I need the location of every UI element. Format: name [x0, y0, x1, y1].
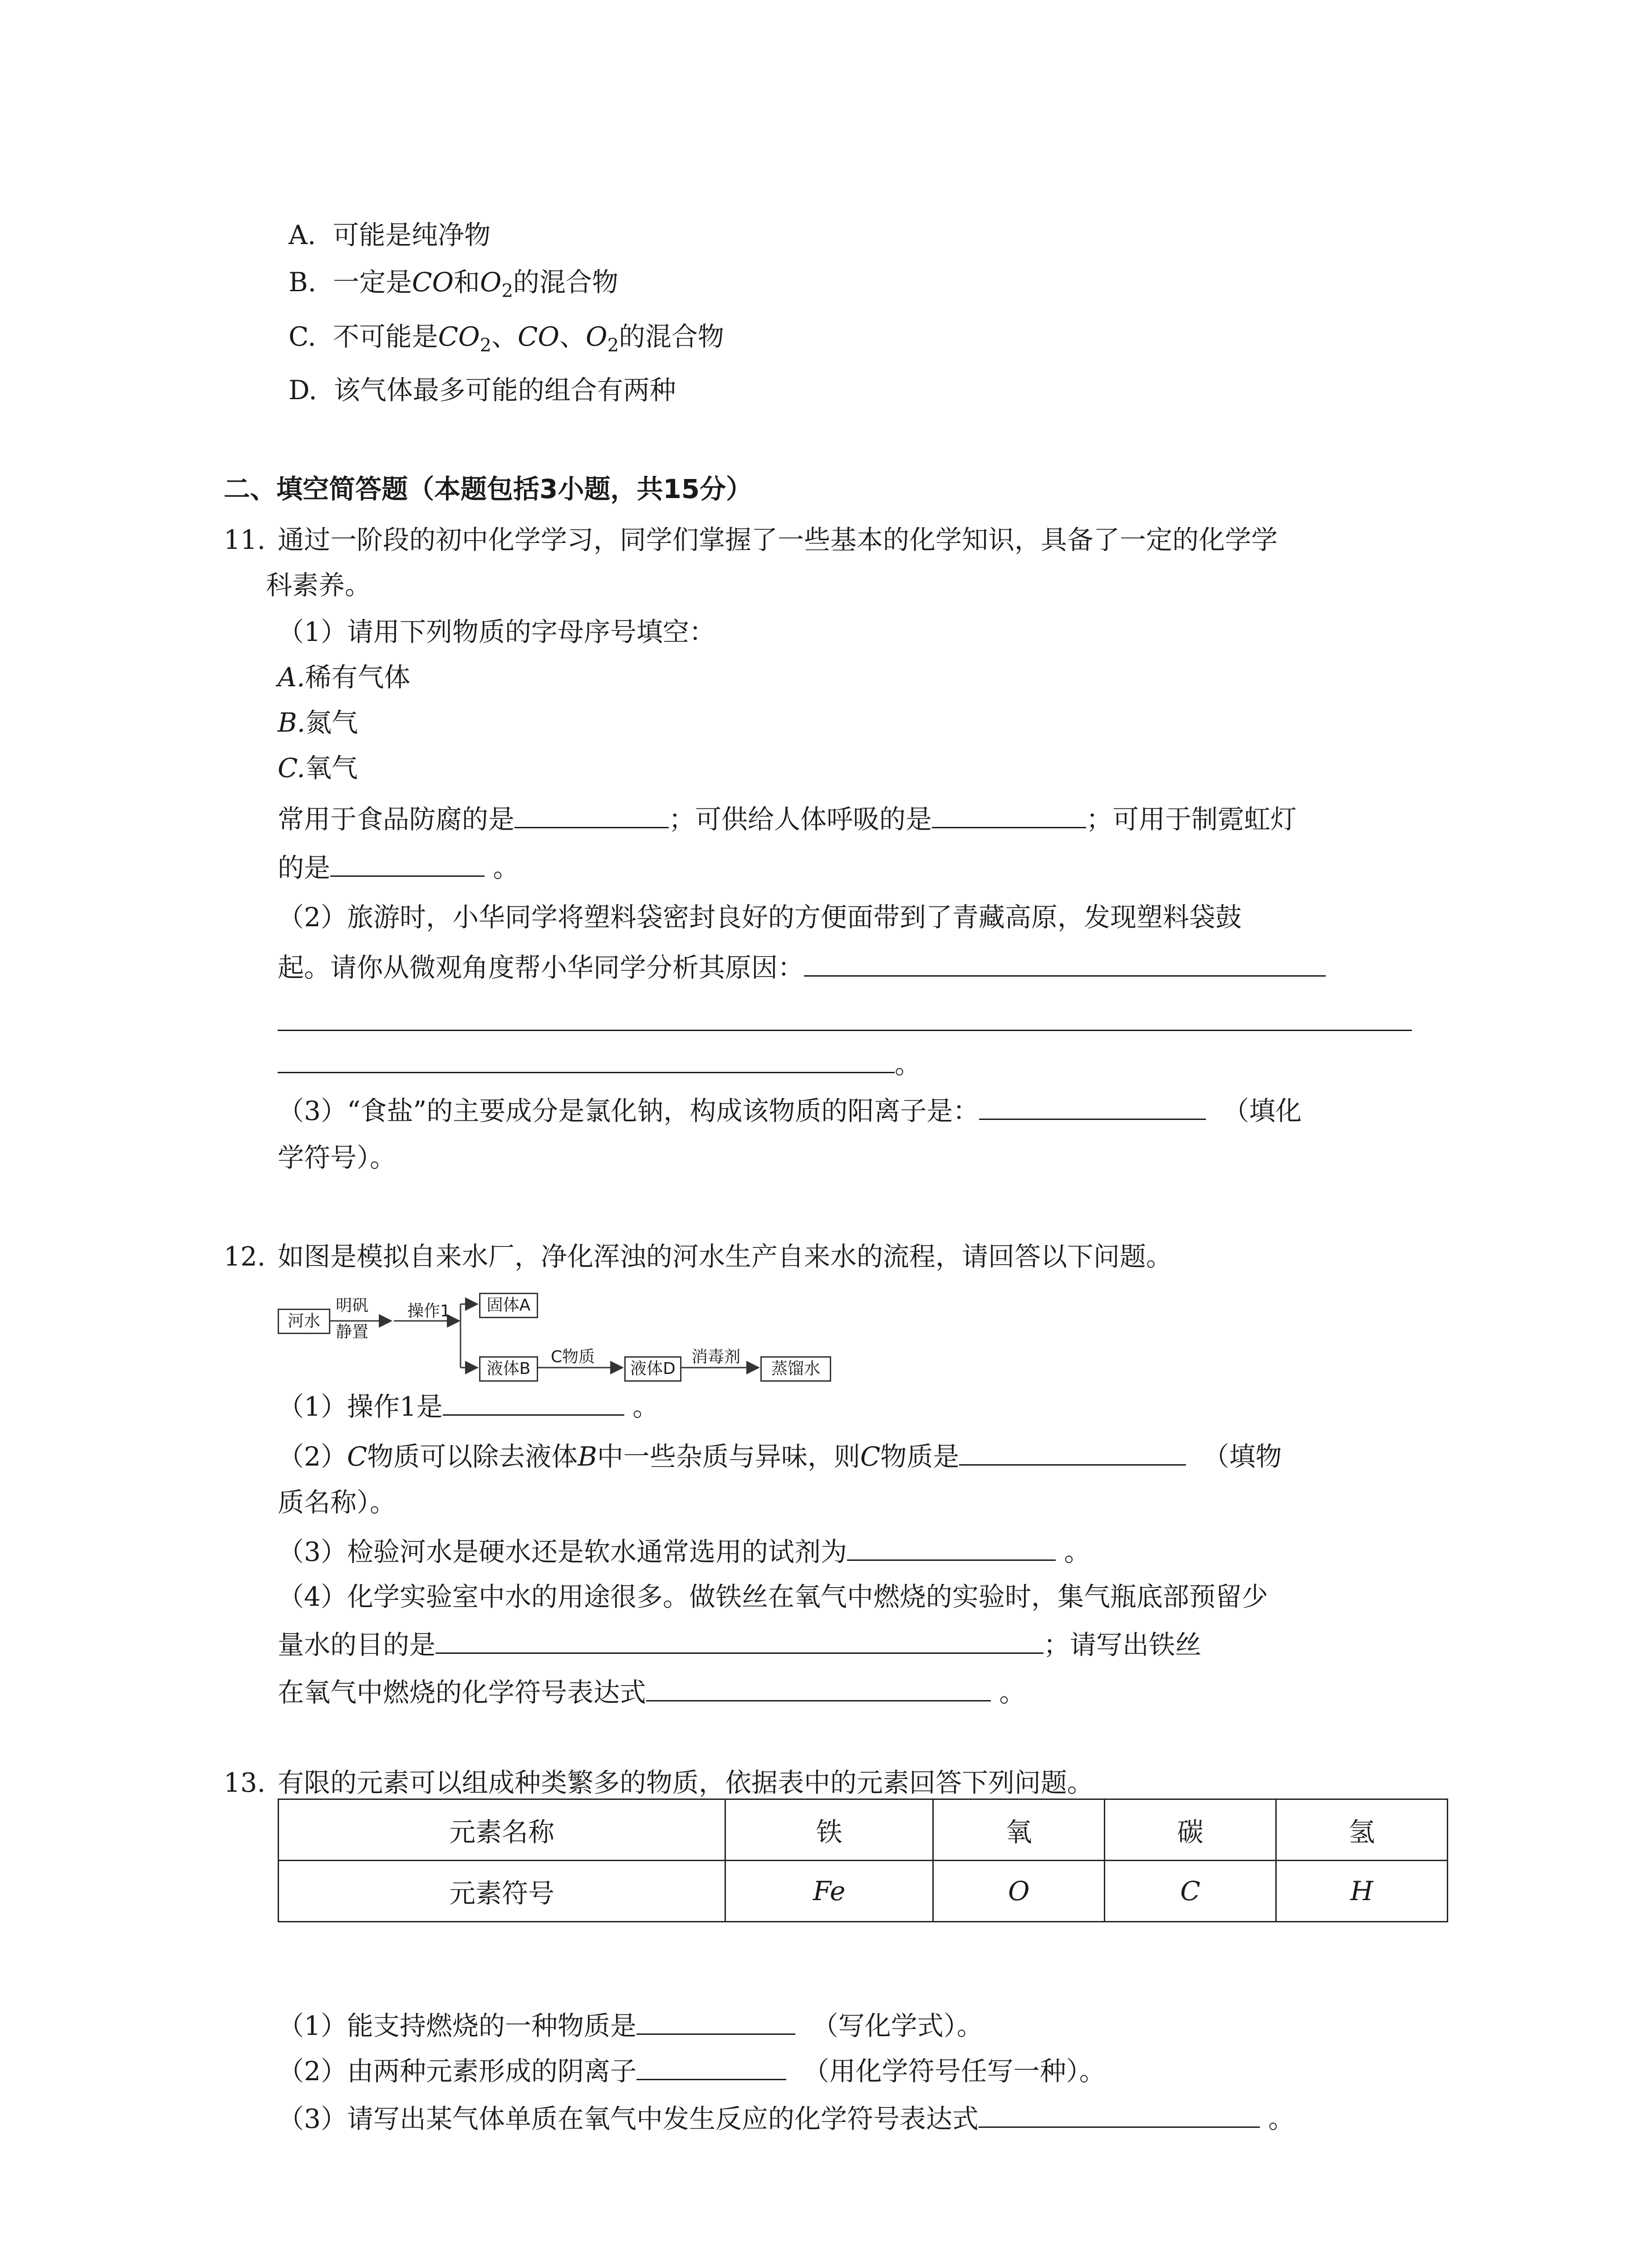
q13-part3-end: 。 — [1268, 2103, 1295, 2134]
table-row — [279, 1799, 1448, 1861]
option-c-text: 不可能是 — [333, 321, 438, 352]
option-b — [289, 264, 618, 309]
flow-box-river: 河水 — [278, 1309, 330, 1334]
process-flow-diagram — [278, 1295, 845, 1377]
q11-part2-text: 起。请你从微观角度帮小华同学分析其原因： — [278, 952, 804, 983]
table-row — [279, 1861, 1448, 1922]
q11-option-c-letter: C. — [278, 753, 305, 783]
q11-fill-text-c: ；可用于制霓虹灯 — [1086, 804, 1297, 835]
answer-blank[interactable] — [804, 949, 1326, 977]
q11-stem-line2: 科素养。 — [266, 570, 372, 601]
q12-part3-end: 。 — [1064, 1536, 1091, 1567]
q12-part4-line1: （4）化学实验室中水的用途很多。做铁丝在氧气中燃烧的实验时，集气瓶底部预留少 — [278, 1581, 1268, 1612]
flow-label-op1: 操作1 — [407, 1302, 451, 1320]
flow-label-disinfectant: 消毒剂 — [691, 1348, 741, 1366]
answer-blank[interactable] — [637, 2007, 795, 2035]
q13-part2 — [278, 2053, 1106, 2089]
q12-part4-line2 — [278, 1626, 1201, 1663]
q13-part1-text: （1）能支持燃烧的一种物质是 — [278, 2010, 637, 2041]
q11-stem-line1: 通过一阶段的初中化学学习，同学们掌握了一些基本的化学知识，具备了一定的化学学 — [278, 524, 1278, 555]
q11-fill-text-b: ；可供给人体呼吸的是 — [669, 804, 932, 835]
table-cell: 氧 — [933, 1799, 1105, 1861]
q11-option-b-text: 氮气 — [305, 707, 358, 738]
answer-blank[interactable] — [330, 849, 485, 877]
q11-part2-line1: （2）旅游时，小华同学将塑料袋密封良好的方便面带到了青藏高原，发现塑料袋鼓 — [278, 902, 1242, 933]
q11-fill-line2 — [278, 849, 519, 886]
formula-o2: O — [586, 321, 607, 352]
formula-subscript: 2 — [607, 335, 619, 356]
table-cell: Fe — [725, 1861, 933, 1922]
section-heading: 二、填空简答题（本题包括3小题，共15分） — [224, 474, 753, 504]
option-a — [289, 217, 490, 253]
answer-line[interactable] — [278, 1030, 1412, 1031]
answer-blank[interactable] — [436, 1626, 1043, 1654]
q13-stem: 有限的元素可以组成种类繁多的物质，依据表中的元素回答下列问题。 — [278, 1767, 1094, 1798]
q12-part4-end: 。 — [999, 1677, 1026, 1708]
table-cell: O — [933, 1861, 1105, 1922]
q11-option-a — [278, 659, 410, 695]
q12-part1-text: （1）操作1是 — [278, 1391, 443, 1422]
q12-part2-prefix: （2） — [278, 1441, 347, 1472]
q12-part2-mid2: 中一些杂质与异味，则 — [597, 1441, 860, 1472]
flow-box-distilled-water: 蒸馏水 — [760, 1356, 831, 1382]
formula-co2: CO — [438, 321, 480, 352]
formula-o: O — [480, 267, 502, 298]
formula-co: CO — [411, 267, 454, 298]
q12-part2-line2: 质名称）。 — [278, 1487, 397, 1518]
q11-part3-end: （填化 — [1223, 1095, 1302, 1126]
q12-part2-line1 — [278, 1438, 1282, 1475]
formula-subscript: 2 — [501, 280, 513, 302]
q13-part1-end: （写化学式）。 — [812, 2010, 983, 2041]
flow-box-liquid-d: 液体D — [624, 1356, 681, 1382]
q12-part2-mid3: 物质是 — [880, 1441, 960, 1472]
q11-fill-end: 。 — [493, 852, 519, 883]
option-b-and: 和 — [453, 267, 480, 298]
answer-blank[interactable] — [979, 2100, 1260, 2128]
q11-part3-line2: 学符号）。 — [278, 1142, 397, 1173]
separator: 、 — [491, 321, 518, 352]
q12-stem: 如图是模拟自来水厂，净化浑浊的河水生产自来水的流程，请回答以下问题。 — [278, 1241, 1173, 1272]
q12-part4-text-c: 在氧气中燃烧的化学符号表达式 — [278, 1677, 647, 1708]
q12-part3 — [278, 1533, 1090, 1570]
q12-part1 — [278, 1388, 659, 1425]
flow-label-settle: 静置 — [336, 1323, 369, 1341]
q13-part3 — [278, 2100, 1294, 2137]
q11-option-c-text: 氧气 — [305, 753, 358, 783]
answer-blank[interactable] — [514, 801, 669, 828]
q12-symbol-c: C — [347, 1441, 367, 1472]
q12-part2-end: （填物 — [1203, 1441, 1282, 1472]
answer-blank[interactable] — [278, 1046, 895, 1073]
answer-blank[interactable] — [959, 1438, 1186, 1466]
table-header-cell: 元素名称 — [279, 1799, 725, 1861]
q11-part2-line2 — [278, 949, 1326, 986]
q11-fill-text-a: 常用于食品防腐的是 — [278, 804, 515, 835]
option-b-text: 一定是 — [333, 267, 412, 298]
q11-part3-text: （3）“食盐”的主要成分是氯化钠，构成该物质的阳离子是： — [278, 1095, 980, 1126]
q11-part3-line1 — [278, 1092, 1302, 1129]
answer-blank[interactable] — [443, 1388, 624, 1416]
flow-label-alum: 明矾 — [336, 1296, 369, 1315]
q13-part3-text: （3）请写出某气体单质在氧气中发生反应的化学符号表达式 — [278, 2103, 979, 2134]
table-header-cell: 元素符号 — [279, 1861, 725, 1922]
table-cell: 铁 — [725, 1799, 933, 1861]
flow-box-liquid-b: 液体B — [479, 1356, 538, 1382]
answer-blank[interactable] — [646, 1674, 991, 1701]
answer-blank[interactable] — [979, 1092, 1206, 1120]
q12-part1-end: 。 — [632, 1391, 659, 1422]
q13-number: 13. — [224, 1767, 266, 1798]
option-c-letter: C. — [289, 321, 316, 352]
option-c — [289, 318, 724, 364]
q12-part2-mid1: 物质可以除去液体 — [367, 1441, 578, 1472]
answer-blank[interactable] — [847, 1533, 1056, 1561]
q11-option-b — [278, 704, 358, 741]
q11-option-c — [278, 750, 358, 786]
q12-symbol-b: B — [578, 1441, 597, 1472]
table-cell: 氢 — [1276, 1799, 1448, 1861]
q11-fill-text-d: 的是 — [278, 852, 331, 883]
separator: 、 — [559, 321, 586, 352]
q12-symbol-c: C — [860, 1441, 881, 1472]
q12-part4-text-b: 量水的目的是 — [278, 1629, 436, 1660]
table-cell: H — [1276, 1861, 1448, 1922]
q12-number: 12. — [224, 1241, 266, 1272]
q11-fill-line — [278, 801, 1297, 837]
q12-part4-text-b-end: ；请写出铁丝 — [1043, 1629, 1202, 1660]
flow-box-solid-a: 固体A — [479, 1293, 538, 1318]
q13-part2-end: （用化学符号任写一种）。 — [803, 2056, 1106, 2087]
q11-part2-line4 — [278, 1046, 921, 1082]
table-cell: C — [1105, 1861, 1276, 1922]
answer-blank[interactable] — [637, 2053, 786, 2080]
q11-part1: （1）请用下列物质的字母序号填空： — [278, 616, 715, 647]
q11-option-b-letter: B. — [278, 707, 306, 738]
element-table — [278, 1799, 1448, 1922]
option-d-letter: D. — [289, 375, 317, 406]
q11-option-a-letter: A. — [278, 662, 305, 693]
q12-part3-text: （3）检验河水是硬水还是软水通常选用的试剂为 — [278, 1536, 847, 1567]
answer-blank[interactable] — [932, 801, 1086, 828]
formula-co: CO — [518, 321, 559, 352]
q12-part4-line3 — [278, 1674, 1025, 1711]
q11-number: 11. — [224, 524, 266, 555]
option-a-text: 可能是纯净物 — [333, 220, 491, 250]
option-b-post: 的混合物 — [513, 267, 618, 298]
formula-subscript: 2 — [480, 335, 492, 356]
option-d — [289, 372, 676, 408]
q11-option-a-text: 稀有气体 — [305, 662, 411, 693]
q11-part2-end: 。 — [895, 1049, 921, 1080]
q13-part2-text: （2）由两种元素形成的阴离子 — [278, 2056, 637, 2087]
option-a-letter: A. — [289, 220, 316, 250]
flow-label-c-material: C物质 — [551, 1348, 595, 1366]
table-cell: 碳 — [1105, 1799, 1276, 1861]
q13-part1 — [278, 2007, 983, 2044]
option-c-post: 的混合物 — [619, 321, 725, 352]
option-d-text: 该气体最多可能的组合有两种 — [333, 375, 676, 406]
option-b-letter: B. — [289, 267, 317, 298]
